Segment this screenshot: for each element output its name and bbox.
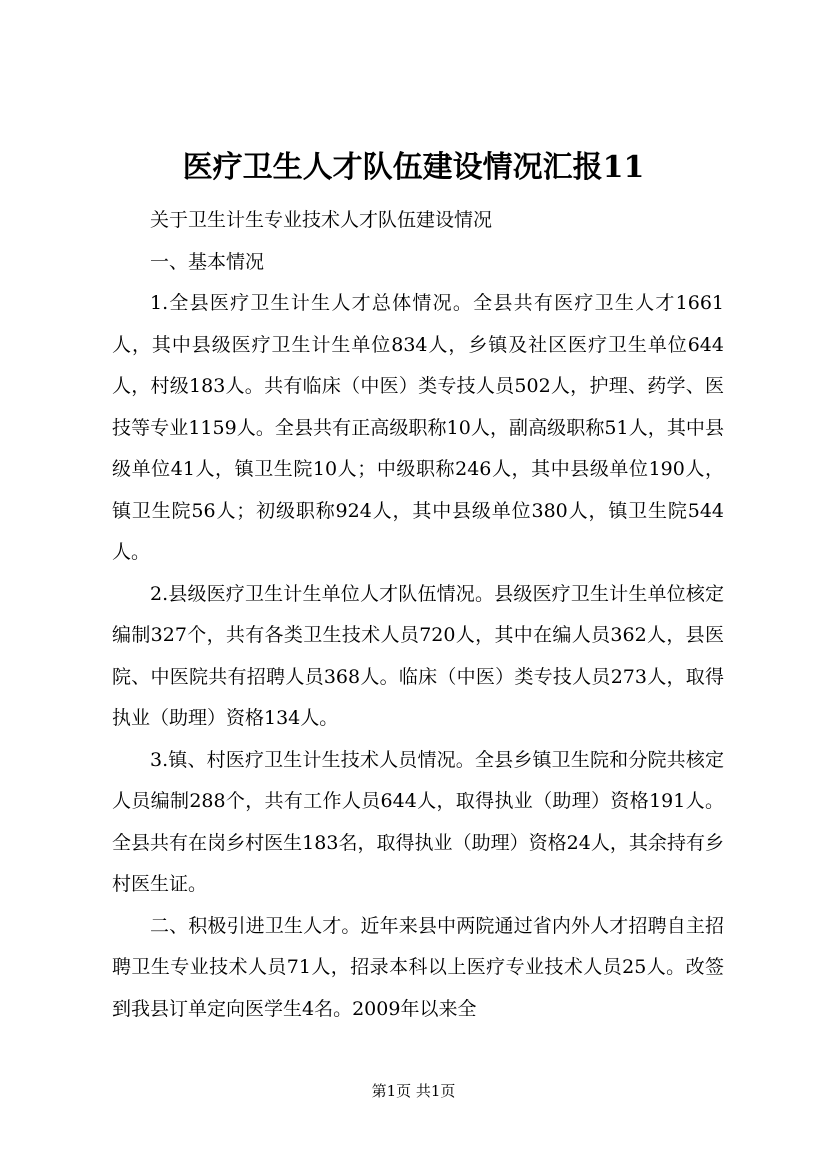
body-paragraph: 1.全县医疗卫生计生人才总体情况。全县共有医疗卫生人才1661人，其中县级医疗卫生计生单位834人，乡镇及社区医疗卫生单位644人，村级183人。共有临床（中医）类专技人员502人，护理、药学、医技等专业1159人。全县共有正高级职称10人，副高级职称51人，其中县级单位41人，镇卫生院10人；中级职称246人，其中县级单位190人，镇卫生院56人；初级职称924人，其中县级单位380人，镇卫生院544人。 — [112, 292, 724, 563]
body-paragraph: 2.县级医疗卫生计生单位人才队伍情况。县级医疗卫生计生单位核定编制327个，共有各类卫生技术人员720人，其中在编人员362人，县医院、中医院共有招聘人员368人。临床（中医）类专技人员273人，取得执业（助理）资格134人。 — [112, 582, 724, 729]
body-paragraph: 二、积极引进卫生人才。近年来县中两院通过省内外人才招聘自主招聘卫生专业技术人员71人，招录本科以上医疗专业技术人员25人。改签到我县订单定向医学生4名。2009年以来全 — [112, 914, 724, 1020]
body-paragraph: 3.镇、村医疗卫生计生技术人员情况。全县乡镇卫生院和分院共核定人员编制288个，共有工作人员644人，取得执业（助理）资格191人。全县共有在岗乡村医生183名，取得执业（助理）资格24人，其余持有乡村医生证。 — [112, 748, 724, 895]
document-title: 医疗卫生人才队伍建设情况汇报11 — [182, 150, 645, 185]
section-heading: 一、基本情况 — [150, 250, 265, 273]
document-body — [112, 200, 724, 1030]
page-number-footer: 第1页 共1页 — [371, 1082, 456, 1100]
subtitle-paragraph: 关于卫生计生专业技术人才队伍建设情况 — [150, 209, 493, 231]
